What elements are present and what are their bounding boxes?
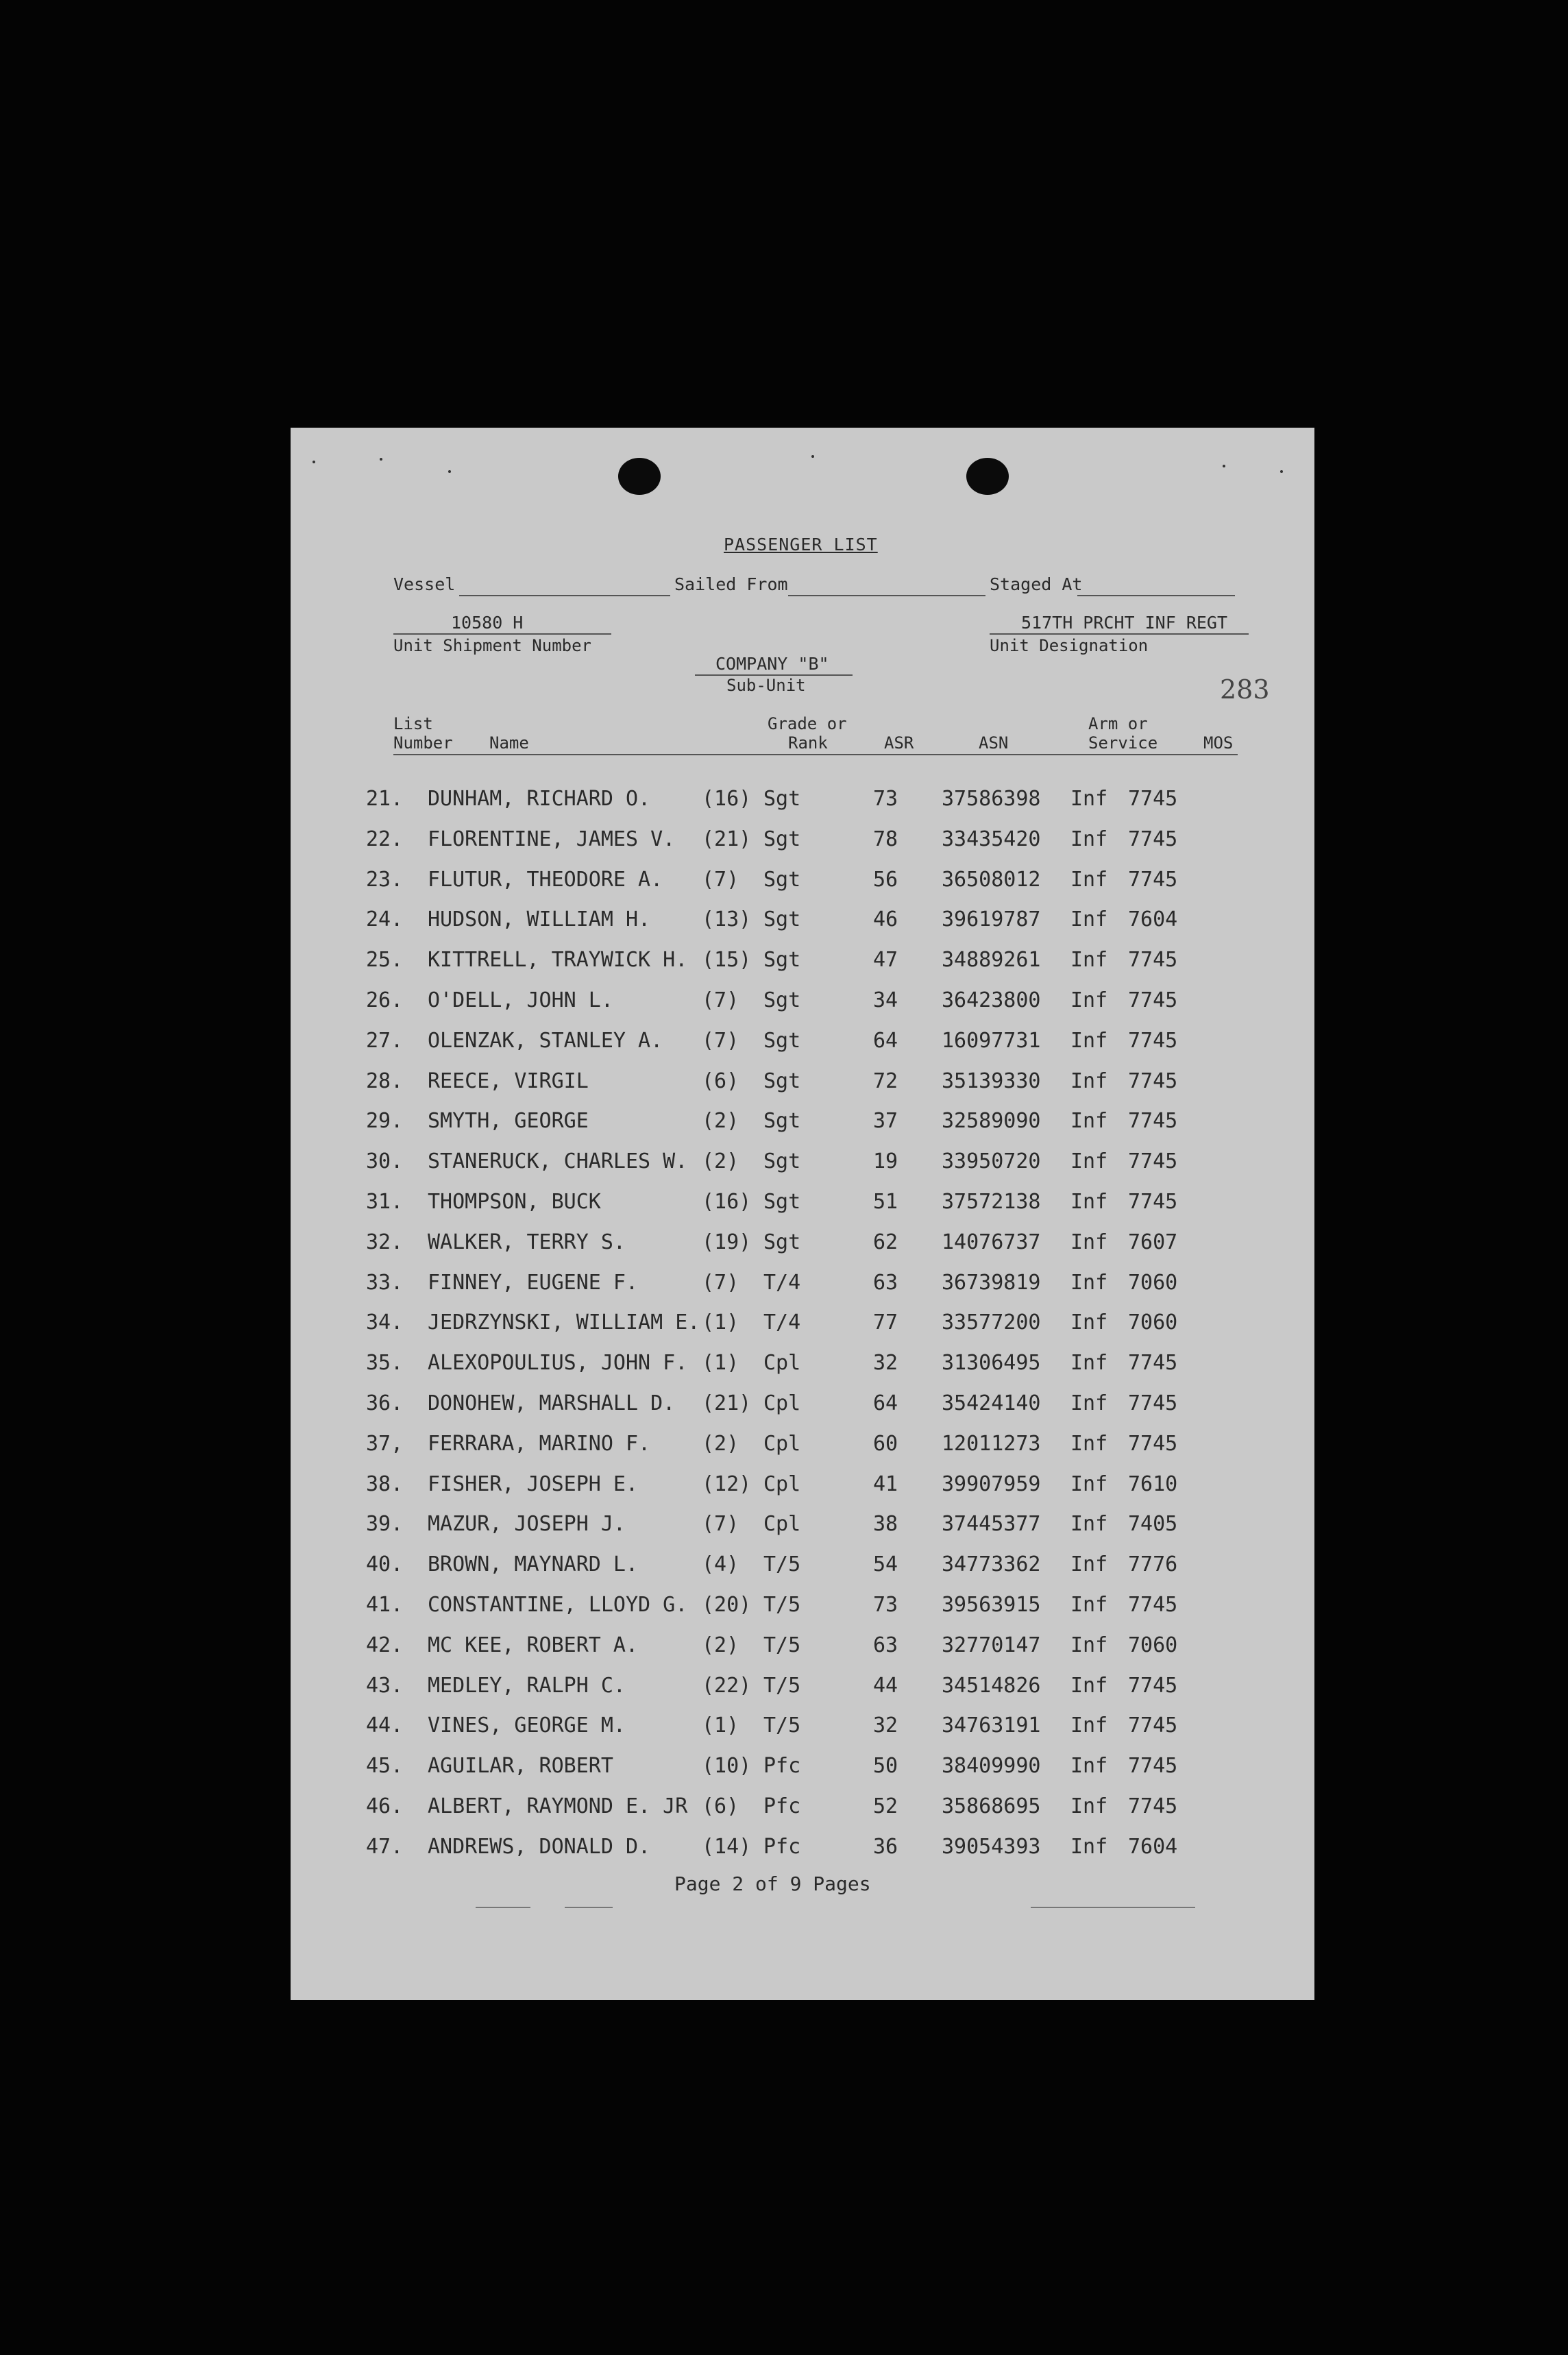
cell-code: (15) [702,948,752,973]
cell-mos: 7604 [1128,1834,1178,1859]
cell-mos: 7745 [1128,1794,1178,1818]
cell-mos: 7604 [1128,907,1178,932]
cell-grade: Sgt [763,787,801,811]
cell-mos: 7060 [1128,1633,1178,1657]
staged-at-blank [1077,595,1235,596]
table-row [291,1512,1314,1552]
cell-num: 30. [366,1149,404,1174]
cell-num: 41. [366,1593,404,1617]
cell-grade: Sgt [763,988,801,1012]
speck [448,470,451,473]
table-row [291,1149,1314,1189]
cell-arm: Inf [1070,1794,1108,1818]
table-row [291,1633,1314,1673]
table-row [291,1754,1314,1794]
col-arm-2: Service [1088,733,1158,753]
cell-mos: 7745 [1128,1190,1178,1214]
cell-name: ANDREWS, DONALD D. [428,1834,651,1859]
cell-asr: 64 [873,1391,898,1415]
cell-asn: 37445377 [942,1512,1041,1537]
cell-asr: 32 [873,1713,898,1738]
cell-mos: 7745 [1128,1431,1178,1456]
cell-code: (7) [702,1028,739,1053]
col-grade-2: Rank [788,733,828,753]
cell-asr: 54 [873,1552,898,1577]
cell-num: 35. [366,1351,404,1376]
table-row [291,948,1314,988]
cell-asn: 35139330 [942,1069,1041,1093]
sub-unit: COMPANY "B" [715,654,829,674]
cell-code: (7) [702,988,739,1012]
cell-grade: Cpl [763,1472,801,1496]
cell-arm: Inf [1070,1190,1108,1214]
table-row [291,1835,1314,1875]
table-row [291,1593,1314,1633]
cell-name: JEDRZYNSKI, WILLIAM E. [428,1310,700,1335]
cell-asn: 36508012 [942,867,1041,892]
cell-mos: 7745 [1128,787,1178,811]
table-row [291,827,1314,867]
cell-grade: Pfc [763,1794,801,1818]
cell-num: 37, [366,1431,404,1456]
speck [811,455,814,458]
sub-unit-label: Sub-Unit [726,676,806,695]
table-row [291,1190,1314,1230]
cell-name: FINNEY, EUGENE F. [428,1270,639,1295]
cell-asr: 47 [873,948,898,973]
table-row [291,1391,1314,1431]
cell-arm: Inf [1070,827,1108,851]
cell-arm: Inf [1070,1351,1108,1376]
cell-name: FLUTUR, THEODORE A. [428,867,663,892]
cell-mos: 7405 [1128,1512,1178,1537]
cell-name: FERRARA, MARINO F. [428,1431,651,1456]
cell-grade: Sgt [763,1230,801,1254]
cell-arm: Inf [1070,787,1108,811]
cell-grade: Sgt [763,1149,801,1174]
cell-num: 26. [366,988,404,1012]
speck [1223,465,1225,467]
cell-asr: 34 [873,988,898,1012]
cell-asn: 32589090 [942,1109,1041,1134]
cell-asr: 63 [873,1270,898,1295]
cell-asn: 34763191 [942,1713,1041,1738]
cell-grade: Cpl [763,1351,801,1376]
speck [313,461,315,463]
cell-name: FISHER, JOSEPH E. [428,1472,639,1496]
cell-asr: 73 [873,787,898,811]
cell-asn: 34773362 [942,1552,1041,1577]
table-row [291,1029,1314,1069]
dash-mark [476,1907,530,1908]
cell-asr: 73 [873,1593,898,1617]
cell-arm: Inf [1070,1149,1108,1174]
speck [1280,470,1283,473]
cell-mos: 7745 [1128,827,1178,851]
unit-designation-label: Unit Designation [990,636,1149,655]
cell-arm: Inf [1070,1270,1108,1295]
unit-shipment-underline [393,633,611,635]
cell-arm: Inf [1070,1109,1108,1134]
cell-arm: Inf [1070,1310,1108,1335]
cell-grade: Sgt [763,1069,801,1093]
cell-name: WALKER, TERRY S. [428,1230,626,1254]
cell-grade: Sgt [763,1190,801,1214]
cell-grade: T/5 [763,1633,801,1657]
cell-code: (10) [702,1754,752,1779]
cell-mos: 7745 [1128,1149,1178,1174]
cell-asn: 34889261 [942,948,1041,973]
cell-name: MAZUR, JOSEPH J. [428,1512,626,1537]
cell-asr: 36 [873,1834,898,1859]
col-asn: ASN [979,733,1009,753]
cell-num: 22. [366,827,404,851]
cell-code: (1) [702,1310,739,1335]
cell-name: MEDLEY, RALPH C. [428,1673,626,1698]
cell-code: (19) [702,1230,752,1254]
cell-asr: 37 [873,1109,898,1134]
cell-asr: 72 [873,1069,898,1093]
cell-mos: 7745 [1128,988,1178,1012]
dash-mark [1031,1907,1195,1908]
table-row [291,1230,1314,1270]
cell-mos: 7607 [1128,1230,1178,1254]
cell-name: CONSTANTINE, LLOYD G. [428,1593,688,1617]
cell-mos: 7745 [1128,1109,1178,1134]
table-row [291,868,1314,907]
cell-name: O'DELL, JOHN L. [428,988,613,1012]
cell-name: REECE, VIRGIL [428,1069,589,1093]
cell-mos: 7745 [1128,1028,1178,1053]
cell-grade: Sgt [763,1028,801,1053]
cell-mos: 7745 [1128,1069,1178,1093]
cell-name: HUDSON, WILLIAM H. [428,907,651,932]
cell-arm: Inf [1070,1391,1108,1415]
cell-num: 29. [366,1109,404,1134]
cell-code: (21) [702,1391,752,1415]
cell-code: (21) [702,827,752,851]
cell-asn: 39907959 [942,1472,1041,1496]
cell-grade: Sgt [763,827,801,851]
cell-name: AGUILAR, ROBERT [428,1754,613,1779]
cell-asn: 33950720 [942,1149,1041,1174]
cell-code: (7) [702,867,739,892]
cell-asr: 78 [873,827,898,851]
cell-asr: 56 [873,867,898,892]
cell-code: (12) [702,1472,752,1496]
cell-mos: 7745 [1128,1754,1178,1779]
cell-grade: T/4 [763,1310,801,1335]
cell-arm: Inf [1070,1512,1108,1537]
cell-name: DONOHEW, MARSHALL D. [428,1391,676,1415]
table-row [291,1432,1314,1472]
cell-mos: 7745 [1128,1673,1178,1698]
header-underline [393,754,1238,755]
table-row [291,1351,1314,1391]
cell-arm: Inf [1070,907,1108,932]
cell-grade: Cpl [763,1512,801,1537]
cell-asr: 19 [873,1149,898,1174]
cell-num: 23. [366,867,404,892]
cell-mos: 7610 [1128,1472,1178,1496]
cell-asn: 33577200 [942,1310,1041,1335]
sailed-from-label: Sailed From [674,574,788,594]
passenger-list-page [291,428,1314,2000]
cell-name: STANERUCK, CHARLES W. [428,1149,688,1174]
cell-name: FLORENTINE, JAMES V. [428,827,676,851]
cell-arm: Inf [1070,988,1108,1012]
document-title: PASSENGER LIST [724,535,878,554]
cell-arm: Inf [1070,867,1108,892]
col-asr: ASR [884,733,914,753]
cell-name: ALEXOPOULIUS, JOHN F. [428,1351,688,1376]
cell-code: (13) [702,907,752,932]
table-row [291,1713,1314,1753]
unit-designation: 517TH PRCHT INF REGT [1021,613,1228,633]
sailed-from-blank [788,595,985,596]
cell-code: (2) [702,1633,739,1657]
cell-asn: 39054393 [942,1834,1041,1859]
cell-grade: T/5 [763,1552,801,1577]
table-row [291,988,1314,1028]
cell-grade: T/5 [763,1673,801,1698]
cell-num: 46. [366,1794,404,1818]
col-name: Name [489,733,529,753]
cell-asr: 52 [873,1794,898,1818]
cell-code: (20) [702,1593,752,1617]
cell-code: (1) [702,1351,739,1376]
dash-mark [565,1907,613,1908]
cell-grade: T/5 [763,1593,801,1617]
cell-mos: 7745 [1128,867,1178,892]
punch-hole [618,458,661,495]
cell-num: 28. [366,1069,404,1093]
cell-num: 42. [366,1633,404,1657]
cell-grade: T/5 [763,1713,801,1738]
cell-arm: Inf [1070,1069,1108,1093]
cell-num: 40. [366,1552,404,1577]
cell-grade: Sgt [763,907,801,932]
cell-name: ALBERT, RAYMOND E. JR [428,1794,688,1818]
cell-code: (14) [702,1834,752,1859]
cell-code: (4) [702,1552,739,1577]
staged-at-label: Staged At [990,574,1083,594]
cell-num: 43. [366,1673,404,1698]
cell-name: SMYTH, GEORGE [428,1109,589,1134]
cell-mos: 7060 [1128,1310,1178,1335]
cell-arm: Inf [1070,1673,1108,1698]
cell-name: THOMPSON, BUCK [428,1190,601,1214]
cell-asr: 38 [873,1512,898,1537]
cell-num: 21. [366,787,404,811]
cell-name: MC KEE, ROBERT A. [428,1633,639,1657]
cell-mos: 7745 [1128,1351,1178,1376]
cell-asr: 60 [873,1431,898,1456]
cell-arm: Inf [1070,1754,1108,1779]
cell-num: 27. [366,1028,404,1053]
cell-num: 25. [366,948,404,973]
cell-mos: 7745 [1128,1593,1178,1617]
cell-asn: 12011273 [942,1431,1041,1456]
cell-grade: Sgt [763,1109,801,1134]
cell-asr: 41 [873,1472,898,1496]
table-row [291,1069,1314,1109]
cell-asn: 31306495 [942,1351,1041,1376]
cell-asr: 63 [873,1633,898,1657]
cell-code: (16) [702,787,752,811]
table-row [291,907,1314,947]
cell-name: OLENZAK, STANLEY A. [428,1028,663,1053]
cell-mos: 7776 [1128,1552,1178,1577]
cell-arm: Inf [1070,1593,1108,1617]
page-footer: Page 2 of 9 Pages [674,1872,871,1895]
table-row [291,1552,1314,1592]
cell-mos: 7745 [1128,1391,1178,1415]
cell-mos: 7745 [1128,1713,1178,1738]
speck [380,458,382,461]
cell-arm: Inf [1070,1230,1108,1254]
cell-code: (7) [702,1270,739,1295]
cell-arm: Inf [1070,1834,1108,1859]
cell-num: 33. [366,1270,404,1295]
unit-shipment-number-label: Unit Shipment Number [393,636,591,655]
table-row [291,1472,1314,1512]
cell-asn: 14076737 [942,1230,1041,1254]
cell-num: 39. [366,1512,404,1537]
cell-asn: 32770147 [942,1633,1041,1657]
cell-asn: 39563915 [942,1593,1041,1617]
cell-num: 34. [366,1310,404,1335]
vessel-blank [459,595,670,596]
cell-asr: 62 [873,1230,898,1254]
cell-name: DUNHAM, RICHARD O. [428,787,651,811]
table-row [291,1674,1314,1713]
table-row [291,1109,1314,1149]
table-row [291,787,1314,827]
cell-asr: 64 [873,1028,898,1053]
cell-grade: Cpl [763,1391,801,1415]
cell-grade: T/4 [763,1270,801,1295]
cell-asr: 32 [873,1351,898,1376]
col-mos: MOS [1203,733,1234,753]
cell-num: 44. [366,1713,404,1738]
cell-grade: Pfc [763,1754,801,1779]
cell-asn: 34514826 [942,1673,1041,1698]
unit-designation-underline [990,633,1249,635]
cell-arm: Inf [1070,948,1108,973]
cell-asr: 51 [873,1190,898,1214]
punch-hole [966,458,1009,495]
table-row [291,1794,1314,1834]
cell-asr: 46 [873,907,898,932]
col-list-number-2: Number [393,733,453,753]
cell-grade: Sgt [763,867,801,892]
cell-asn: 33435420 [942,827,1041,851]
cell-num: 38. [366,1472,404,1496]
col-arm-1: Arm or [1088,714,1148,733]
cell-arm: Inf [1070,1552,1108,1577]
cell-asr: 77 [873,1310,898,1335]
col-list-number-1: List [393,714,433,733]
cell-mos: 7745 [1128,948,1178,973]
table-row [291,1310,1314,1350]
cell-code: (16) [702,1190,752,1214]
cell-asn: 35424140 [942,1391,1041,1415]
cell-name: VINES, GEORGE M. [428,1713,626,1738]
cell-code: (2) [702,1149,739,1174]
cell-asn: 36739819 [942,1270,1041,1295]
col-grade-1: Grade or [768,714,847,733]
cell-asn: 38409990 [942,1754,1041,1779]
vessel-label: Vessel [393,574,456,594]
cell-asn: 39619787 [942,907,1041,932]
cell-asr: 50 [873,1754,898,1779]
cell-code: (2) [702,1109,739,1134]
cell-grade: Sgt [763,948,801,973]
cell-num: 32. [366,1230,404,1254]
cell-num: 45. [366,1754,404,1779]
cell-code: (1) [702,1713,739,1738]
cell-name: KITTRELL, TRAYWICK H. [428,948,688,973]
cell-arm: Inf [1070,1472,1108,1496]
cell-arm: Inf [1070,1713,1108,1738]
page-number: 283 [1220,674,1270,705]
cell-name: BROWN, MAYNARD L. [428,1552,639,1577]
cell-num: 31. [366,1190,404,1214]
cell-code: (2) [702,1431,739,1456]
cell-asn: 16097731 [942,1028,1041,1053]
cell-asr: 44 [873,1673,898,1698]
cell-mos: 7060 [1128,1270,1178,1295]
cell-num: 36. [366,1391,404,1415]
cell-code: (7) [702,1512,739,1537]
cell-code: (22) [702,1673,752,1698]
cell-grade: Cpl [763,1431,801,1456]
cell-asn: 37572138 [942,1190,1041,1214]
cell-asn: 37586398 [942,787,1041,811]
cell-asn: 36423800 [942,988,1041,1012]
cell-code: (6) [702,1069,739,1093]
cell-arm: Inf [1070,1431,1108,1456]
cell-arm: Inf [1070,1028,1108,1053]
unit-shipment-number: 10580 H [451,613,524,633]
cell-arm: Inf [1070,1633,1108,1657]
cell-num: 47. [366,1834,404,1859]
cell-asn: 35868695 [942,1794,1041,1818]
cell-num: 24. [366,907,404,932]
cell-code: (6) [702,1794,739,1818]
table-row [291,1271,1314,1310]
cell-grade: Pfc [763,1834,801,1859]
